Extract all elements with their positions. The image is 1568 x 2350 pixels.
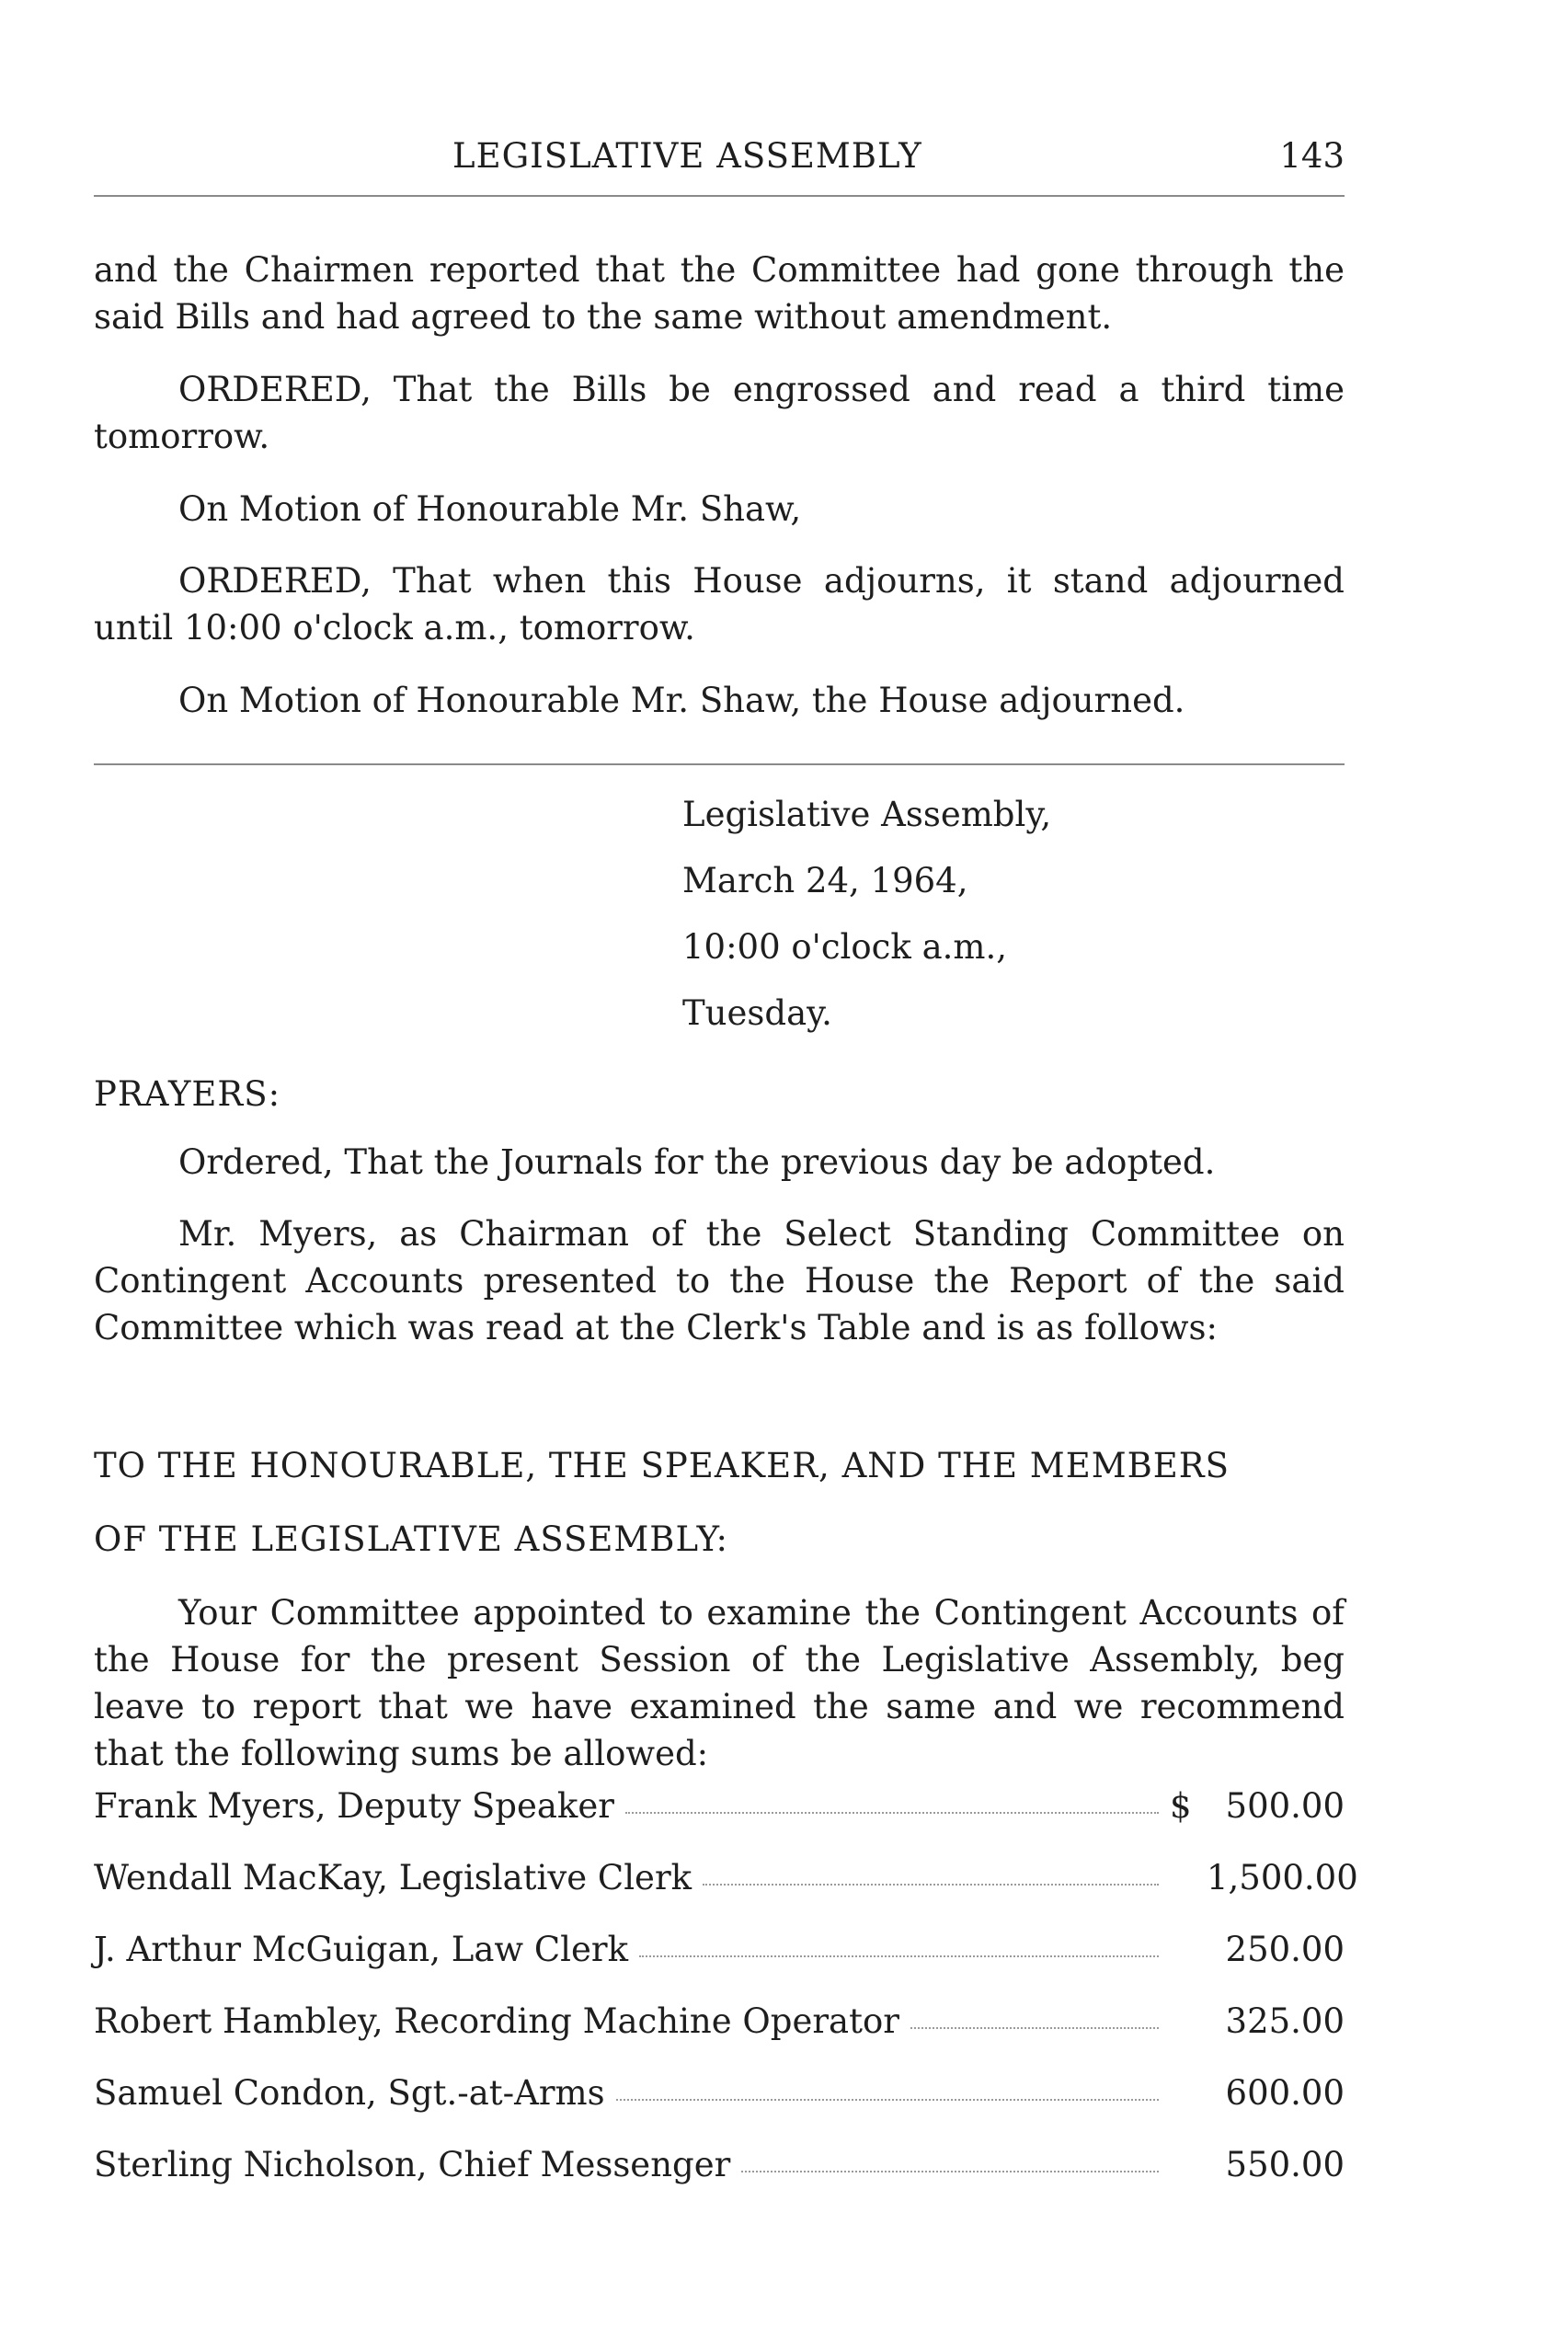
payment-row [94, 2073, 1345, 2145]
payment-row [94, 1786, 1345, 1858]
header-rule [94, 195, 1345, 197]
dot-leader [910, 2027, 1159, 2029]
paragraph-house-adjourned: On Motion of Honourable Mr. Shaw, the House adjourned. [178, 681, 1185, 720]
page-header [94, 136, 1345, 182]
payment-name: Wendall MacKay, Legislative Clerk [94, 1858, 692, 1897]
payment-row [94, 2001, 1345, 2073]
paragraph-motion-shaw: On Motion of Honourable Mr. Shaw, [178, 489, 802, 529]
dot-leader [616, 2099, 1159, 2101]
section-rule [94, 763, 1345, 765]
payment-list [94, 1786, 1358, 2217]
payment-name: Samuel Condon, Sgt.-at-Arms [94, 2073, 605, 2113]
paragraph-committee-report: and the Chairmen reported that the Committee had gone through the said Bills and had agreed to the same without amendment. [94, 250, 1345, 337]
payment-row [94, 1930, 1345, 2001]
dot-leader [741, 2171, 1159, 2172]
payment-row [94, 2145, 1345, 2217]
payment-name: Sterling Nicholson, Chief Messenger [94, 2145, 731, 2184]
paragraph-ordered-engrossed: ORDERED, That the Bills be engrossed and read a third time tomorrow. [94, 370, 1345, 456]
paragraph-journals-adopted: Ordered, That the Journals for the previous day be adopted. [178, 1142, 1216, 1182]
payment-name: Frank Myers, Deputy Speaker [94, 1786, 614, 1826]
dot-leader [703, 1884, 1159, 1886]
dateline-day: Tuesday. [682, 993, 832, 1033]
payment-amount: 325.00 [1225, 2001, 1345, 2041]
paragraph-myers-report: Mr. Myers, as Chairman of the Select Standing Committee on Contingent Accounts presented to the House the Report of the said Committee which was read at the Clerk's Table and is as follows: [94, 1214, 1345, 1347]
payment-amount: 550.00 [1225, 2145, 1345, 2184]
payment-row [94, 1858, 1358, 1930]
report-heading-line2: OF THE LEGISLATIVE ASSEMBLY: [94, 1519, 729, 1559]
payment-name: Robert Hambley, Recording Machine Operator [94, 2001, 899, 2041]
page-number: 143 [1279, 136, 1345, 176]
dateline-place: Legislative Assembly, [682, 795, 1052, 834]
report-body: Your Committee appointed to examine the Contingent Accounts of the House for the present Session of the Legislative Assembly, beg leave to report that we have examined the same and we recommend that the following sums be allowed: [94, 1593, 1345, 1773]
dateline-date: March 24, 1964, [682, 861, 968, 900]
dot-leader [625, 1812, 1159, 1814]
prayers-heading: PRAYERS: [94, 1074, 281, 1114]
payment-currency: $ [1170, 1786, 1192, 1826]
payment-amount: 1,500.00 [1207, 1858, 1358, 1897]
payment-name: J. Arthur McGuigan, Law Clerk [94, 1930, 628, 1969]
report-heading-line1: TO THE HONOURABLE, THE SPEAKER, AND THE MEMBERS [94, 1446, 1230, 1485]
dateline-time: 10:00 o'clock a.m., [682, 927, 1007, 967]
payment-amount: 500.00 [1225, 1786, 1345, 1826]
dot-leader [639, 1955, 1159, 1957]
running-title: LEGISLATIVE ASSEMBLY [452, 136, 922, 176]
payment-amount: 250.00 [1225, 1930, 1345, 1969]
dateline [682, 782, 1051, 1047]
paragraph-ordered-adjourn: ORDERED, That when this House adjourns, it stand adjourned until 10:00 o'clock a.m., tomorrow. [94, 561, 1345, 648]
payment-amount: 600.00 [1225, 2073, 1345, 2113]
